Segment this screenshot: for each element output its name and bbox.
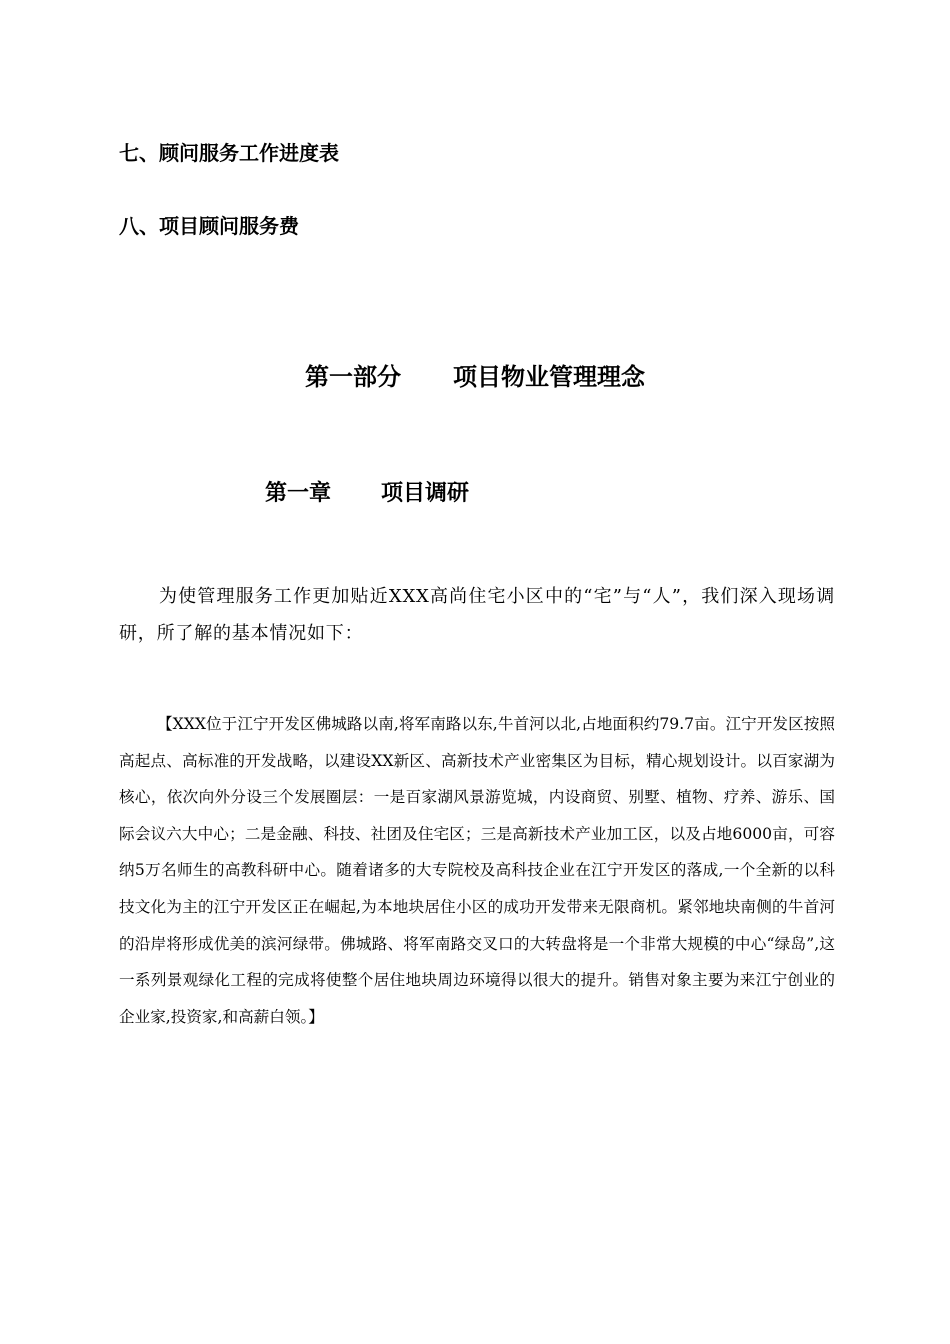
- part-heading: [0, 362, 950, 392]
- intro-paragraph: 为使管理服务工作更加贴近XXX高尚住宅小区中的“宅”与“人”，我们深入现场调研，所了解的基本情况如下：: [119, 586, 835, 644]
- chapter-heading: [265, 480, 469, 508]
- part-label: 第一部分: [305, 363, 401, 391]
- chapter-title: 项目调研: [381, 481, 470, 506]
- chapter-label: 第一章: [265, 481, 332, 506]
- toc-item-7: 七、顾问服务工作进度表: [119, 141, 339, 165]
- toc-item-8: 八、项目顾问服务费: [119, 214, 299, 238]
- part-title: 项目物业管理理念: [453, 363, 645, 391]
- project-description-paragraph: 【XXX位于江宁开发区佛城路以南,将军南路以东,牛首河以北,占地面积约79.7亩。江宁开发区按照高起点、高标准的开发战略，以建设XX新区、高新技术产业密集区为目标，精心规划设计。以百家湖为核心，依次向外分设三个发展圈层：一是百家湖风景游览城，内设商贸、别墅、植物、疗养、游乐、国际会议六大中心；二是金融、科技、社团及住宅区；三是高新技术产业加工区，以及占地6000亩，可容纳5万名师生的高教科研中心。随着诸多的大专院校及高科技企业在江宁开发区的落成,一个全新的以科技文化为主的江宁开发区正在崛起,为本地块居住小区的成功开发带来无限商机。紧邻地块南侧的牛首河的沿岸将形成优美的滨河绿带。佛城路、将军南路交叉口的大转盘将是一个非常大规模的中心“绿岛”,这一系列景观绿化工程的完成将使整个居住地块周边环境得以很大的提升。销售对象主要为来江宁创业的企业家,投资家,和高薪白领。】: [119, 715, 835, 1026]
